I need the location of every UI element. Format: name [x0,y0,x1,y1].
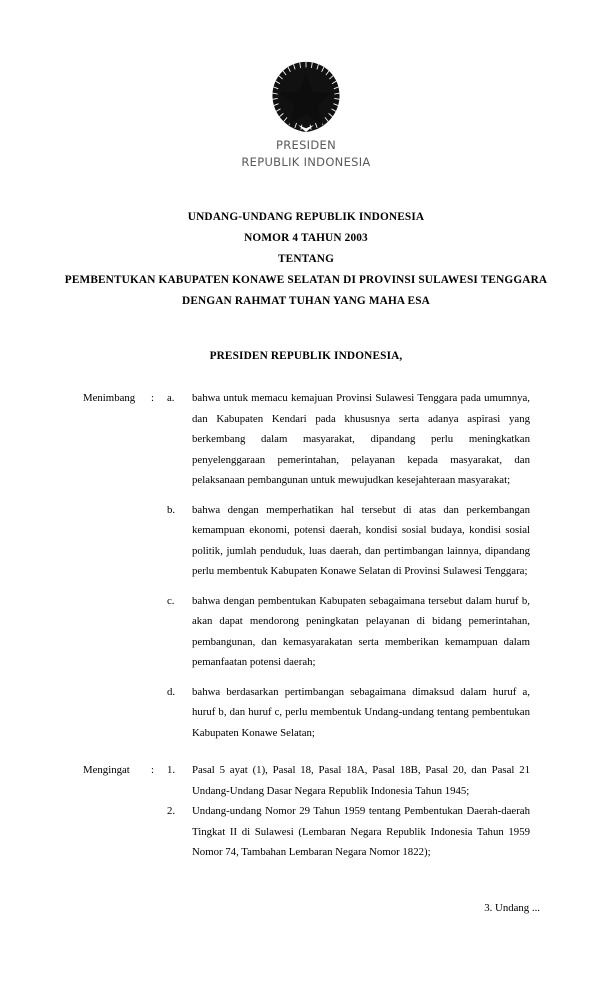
clause-marker-1: 1. [167,764,176,776]
document-title-block [56,207,556,312]
page-continuation-note: 3. Undang ... [484,902,540,914]
title-line-rahmat-tuhan: DENGAN RAHMAT TUHAN YANG MAHA ESA [182,295,430,307]
clause-label-mengingat: Mengingat [83,764,130,776]
clause-row-mengingat-1 [0,760,612,801]
presidential-emblem-block [0,58,612,169]
spacer [0,491,612,500]
emblem-caption-presiden: PRESIDEN [275,138,336,152]
clause-row-menimbang-d [0,682,612,744]
clause-text-2: Undang-undang Nomor 29 Tahun 1959 tentang Pembentukan Daerah-daerah Tingkat II di Sulawesi (Lembaran Negara Republik Indonesia Tahun 1959 Nomor 74, Tambahan Lembaran Negara Nomor 1822); [192,805,530,858]
clause-marker-d: d. [167,685,176,698]
clause-colon-menimbang: : [151,392,154,404]
title-line-nomor-tahun: NOMOR 4 TAHUN 2003 [244,232,368,244]
clause-marker-2: 2. [167,805,176,817]
clause-row-menimbang-c [0,591,612,673]
clause-text-1: Pasal 5 ayat (1), Pasal 18, Pasal 18A, Pasal 18B, Pasal 20, dan Pasal 21 Undang-Undang Dasar Negara Republik Indonesia Tahun 1945; [192,764,530,797]
title-line-subject: PEMBENTUKAN KABUPATEN KONAWE SELATAN DI PROVINSI SULAWESI TENGGARA [64,274,548,286]
emblem-caption-republik-indonesia: REPUBLIK INDONESIA [241,154,371,169]
clause-label-menimbang: Menimbang [83,392,136,404]
spacer [0,673,612,682]
title-line-undang-undang: UNDANG-UNDANG REPUBLIK INDONESIA [187,211,425,223]
garuda-star-wreath-icon [267,58,345,136]
clause-text-d: bahwa berdasarkan pertimbangan sebagaimana dimaksud dalam huruf a, huruf b, dan huruf c, perlu membentuk Undang-undang tentang pembentukan Kabupaten Konawe Selatan; [192,685,530,739]
clause-colon-mengingat: : [151,764,154,776]
clause-text-b: bahwa dengan memperhatikan hal tersebut di atas dan perkembangan kemampuan ekonomi, potensi daerah, kondisi sosial budaya, kondisi sosial politik, jumlah penduduk, luas daerah, dan pertimbangan lainnya, dipandang perlu membentuk Kabupaten Konawe Selatan di Provinsi Sulawesi Tenggara; [192,503,530,577]
clause-row-menimbang-b [0,500,612,582]
spacer [0,582,612,591]
clause-marker-a: a. [167,392,175,404]
title-line-tentang: TENTANG [277,253,335,265]
page-subtitle-presiden-ri: PRESIDEN REPUBLIK INDONESIA, [209,350,403,362]
clause-text-c: bahwa dengan pembentukan Kabupaten sebagaimana tersebut dalam huruf b, akan dapat mendorong peningkatan pelayanan di bidang pemerintahan, pembangunan, dan kemasyarakatan serta memberikan kemampuan dalam pemanfaatan potensi daerah; [192,594,530,668]
clause-area [0,388,612,863]
clause-marker-b: b. [167,503,176,516]
clause-text-a: bahwa untuk memacu kemajuan Provinsi Sulawesi Tenggara pada umumnya, dan Kabupaten Kendari pada khususnya serta adanya aspirasi yang berkembang dalam masyarakat, dipandang perlu meningkatkan penyelenggaraan pemerintahan, pelayanan kepada masyarakat, dan pelaksanaan pembangunan untuk mewujudkan kesejahteraan masyarakat; [192,392,530,486]
clause-marker-c: c. [167,594,175,607]
clause-row-menimbang-a [0,388,612,491]
spacer [0,743,612,760]
clause-row-mengingat-2 [0,801,612,863]
